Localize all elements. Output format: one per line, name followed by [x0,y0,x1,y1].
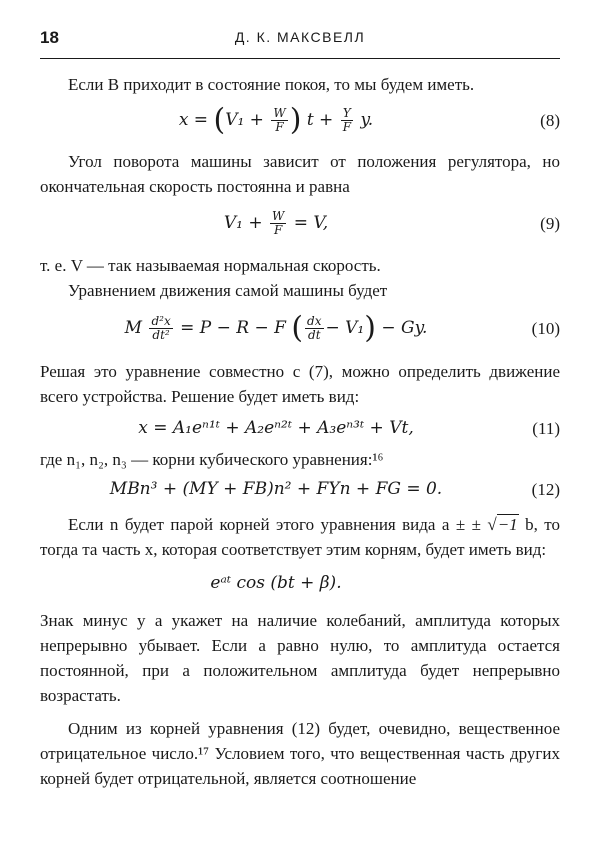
paragraph-6: где n₁, n₂, n₃ — корни кубического уравнения:¹⁶ [40,450,384,469]
eq9-term-a: V₁ + [223,212,263,233]
paragraph-2: Угол поворота машины зависит от положения регулятора, но окончательная скорость постоянна и равна [40,152,560,196]
eq10-dt: dt [308,327,321,342]
equation-11 [40,409,560,447]
eq9-fraction-w-f [270,210,286,237]
eq8-lhs: x = [178,109,209,130]
eq8-term-b: t + [306,109,334,130]
equation-9 [40,199,560,247]
paragraph-7-part-b: b, то тогда та часть x, которая соответствует этим корням, будет иметь вид: [40,515,560,559]
paragraph-7-part-a: Если n будет парой корней этого уравнения вида a ± [68,515,466,534]
paragraph-5: Решая это уравнение совместно с (7), можно определить движение всего устройства. Решение будет иметь вид: [40,362,560,406]
eq9-w: W [272,208,285,223]
eq8-term-a: V₁ + [225,109,264,130]
plus-minus-sign: ± [471,515,488,534]
equation-12-number: (12) [531,479,560,499]
eq8-f2: F [342,119,352,134]
eq10-mid: = P − R − F [180,317,286,338]
page-body [40,72,560,791]
eq8-w: W [273,105,286,120]
eq10-dt2: dt² [152,327,170,342]
eq10-d2x: d²x [151,313,171,328]
equation-12 [40,472,560,506]
paragraph-7 [40,512,560,562]
eq8-open-paren: ( [213,102,226,137]
equation-9-number: (9) [540,213,560,233]
equation-10 [40,303,560,353]
eq10-v1: − V₁ [325,317,365,338]
running-head: Д. К. МАКСВЕЛЛ [234,29,366,45]
paragraph-8: Знак минус у a укажет на наличие колебаний, амплитуда которых непрерывно убывает. Если a равно нулю, то амплитуда остается постоянной, при a положительном амплитуда будет непрерывно возрастать. [40,611,560,705]
eq13-body: eᵃᵗ cos (bt + β). [210,572,342,593]
eq8-fraction-y-f [341,107,353,134]
eq12-body: MBn³ + (MY + FB)n² + FYn + FG = 0. [109,478,443,499]
equation-8 [40,97,560,143]
eq10-fraction-second-derivative [149,315,172,342]
eq9-term-b: = V, [293,212,329,233]
header-rule [40,58,560,59]
eq10-end: − Gy. [381,317,428,338]
eq8-fraction-w-f [271,107,287,134]
paragraph-4: Уравнением движения самой машины будет [68,281,388,300]
page-number: 18 [40,28,59,47]
eq8-y: Y [341,107,353,121]
equation-8-number: (8) [540,110,560,130]
eq10-m: M [124,317,143,338]
page-header [40,28,560,52]
eq9-f: F [274,222,283,237]
eq8-close-paren: ) [289,102,302,137]
eq11-body: x = A₁eⁿ¹ᵗ + A₂eⁿ²ᵗ + A₃eⁿ³ᵗ + Vt, [138,417,414,438]
paragraph-9: Одним из корней уравнения (12) будет, очевидно, вещественное отрицательное число.¹⁷ Условием того, что вещественная часть других корней будет отрицательной, является соотношение [40,719,560,788]
eq10-close-paren: ) [364,310,376,345]
sqrt-minus-one: ± √−1 [471,515,518,534]
equation-10-number: (10) [531,318,560,338]
sqrt-radicand: −1 [497,515,518,534]
eq8-term-c: y. [360,109,374,130]
eq10-open-paren: ( [291,310,304,345]
eq10-dx: dx [307,313,322,328]
eq8-f: F [275,119,284,134]
equation-11-number: (11) [532,418,560,438]
eq10-fraction-derivative [305,315,323,342]
equation-13 [40,562,560,604]
paragraph-3: т. е. V — так называемая нормальная скорость. [40,256,381,275]
paragraph-1: Если B приходит в состояние покоя, то мы будем иметь. [68,75,475,94]
